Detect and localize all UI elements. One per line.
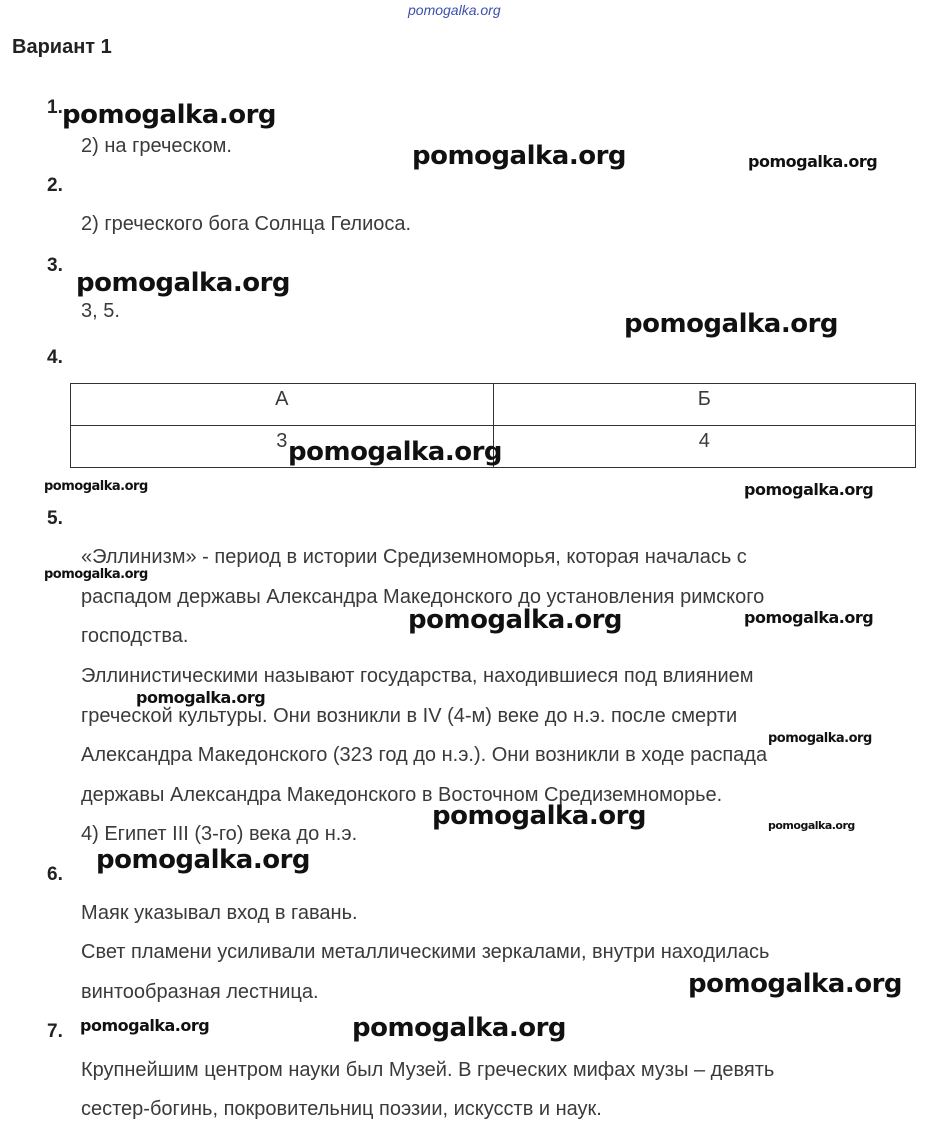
- watermark: pomogalka.org: [744, 480, 874, 499]
- question-number-3: 3.: [47, 255, 63, 276]
- table-cell: 3: [71, 426, 494, 468]
- page-title: Вариант 1: [12, 36, 112, 58]
- watermark: pomogalka.org: [352, 1013, 567, 1043]
- watermark: pomogalka.org: [624, 309, 839, 339]
- watermark: pomogalka.org: [44, 567, 148, 582]
- answer-5-line: Эллинистическими называют государства, находившиеся под влиянием: [81, 665, 754, 687]
- answer-2: 2) греческого бога Солнца Гелиоса.: [81, 213, 412, 235]
- answer-7-line: сестер-богинь, покровительниц поэзии, искусств и наук.: [81, 1098, 602, 1120]
- answer-6-line: винтообразная лестница.: [81, 981, 319, 1003]
- watermark: pomogalka.org: [80, 1016, 210, 1035]
- question-number-7: 7.: [47, 1021, 63, 1042]
- table-header-row: [71, 384, 916, 426]
- watermark: pomogalka.org: [744, 608, 874, 627]
- answer-7-line: Крупнейшим центром науки был Музей. В греческих мифах музы – девять: [81, 1059, 775, 1081]
- watermark: pomogalka.org: [44, 479, 148, 494]
- answer-5-line: 4) Египет III (3-го) века до н.э.: [81, 823, 358, 845]
- answer-5-line: распадом державы Александра Македонского до установления римского: [81, 586, 765, 608]
- table-header-cell: Б: [493, 384, 916, 426]
- answer-3: 3, 5.: [81, 300, 120, 322]
- answer-6-line: Свет пламени усиливали металлическими зеркалами, внутри находилась: [81, 941, 770, 963]
- watermark: pomogalka.org: [748, 152, 878, 171]
- answer-1: 2) на греческом.: [81, 135, 232, 157]
- watermark: pomogalka.org: [136, 688, 266, 707]
- question-number-6: 6.: [47, 864, 63, 885]
- answer-5-line: греческой культуры. Они возникли в IV (4-м) веке до н.э. после смерти: [81, 705, 738, 727]
- site-watermark-top: pomogalka.org: [408, 2, 501, 18]
- question-number-4: 4.: [47, 347, 63, 368]
- watermark: pomogalka.org: [96, 845, 311, 875]
- watermark: pomogalka.org: [768, 731, 872, 746]
- table-header-cell: А: [71, 384, 494, 426]
- answer-5-line: «Эллинизм» - период в истории Средиземноморья, которая началась с: [81, 546, 747, 568]
- watermark: pomogalka.org: [432, 801, 647, 831]
- answer-5-line: Александра Македонского (323 год до н.э.). Они возникли в ходе распада: [81, 744, 768, 766]
- question-number-2: 2.: [47, 175, 63, 196]
- table-cell: 4: [493, 426, 916, 468]
- watermark: pomogalka.org: [412, 141, 627, 171]
- watermark: pomogalka.org: [408, 605, 623, 635]
- question-number-5: 5.: [47, 508, 63, 529]
- question-number-1: 1.: [47, 97, 63, 118]
- answer-5-line: господства.: [81, 625, 189, 647]
- watermark: pomogalka.org: [768, 819, 855, 832]
- answer-6-line: Маяк указывал вход в гавань.: [81, 902, 358, 924]
- watermark: pomogalka.org: [288, 437, 503, 467]
- watermark: pomogalka.org: [62, 100, 277, 130]
- watermark: pomogalka.org: [76, 268, 291, 298]
- watermark: pomogalka.org: [688, 969, 903, 999]
- answer-5-line: державы Александра Македонского в Восточном Средиземноморье.: [81, 784, 723, 806]
